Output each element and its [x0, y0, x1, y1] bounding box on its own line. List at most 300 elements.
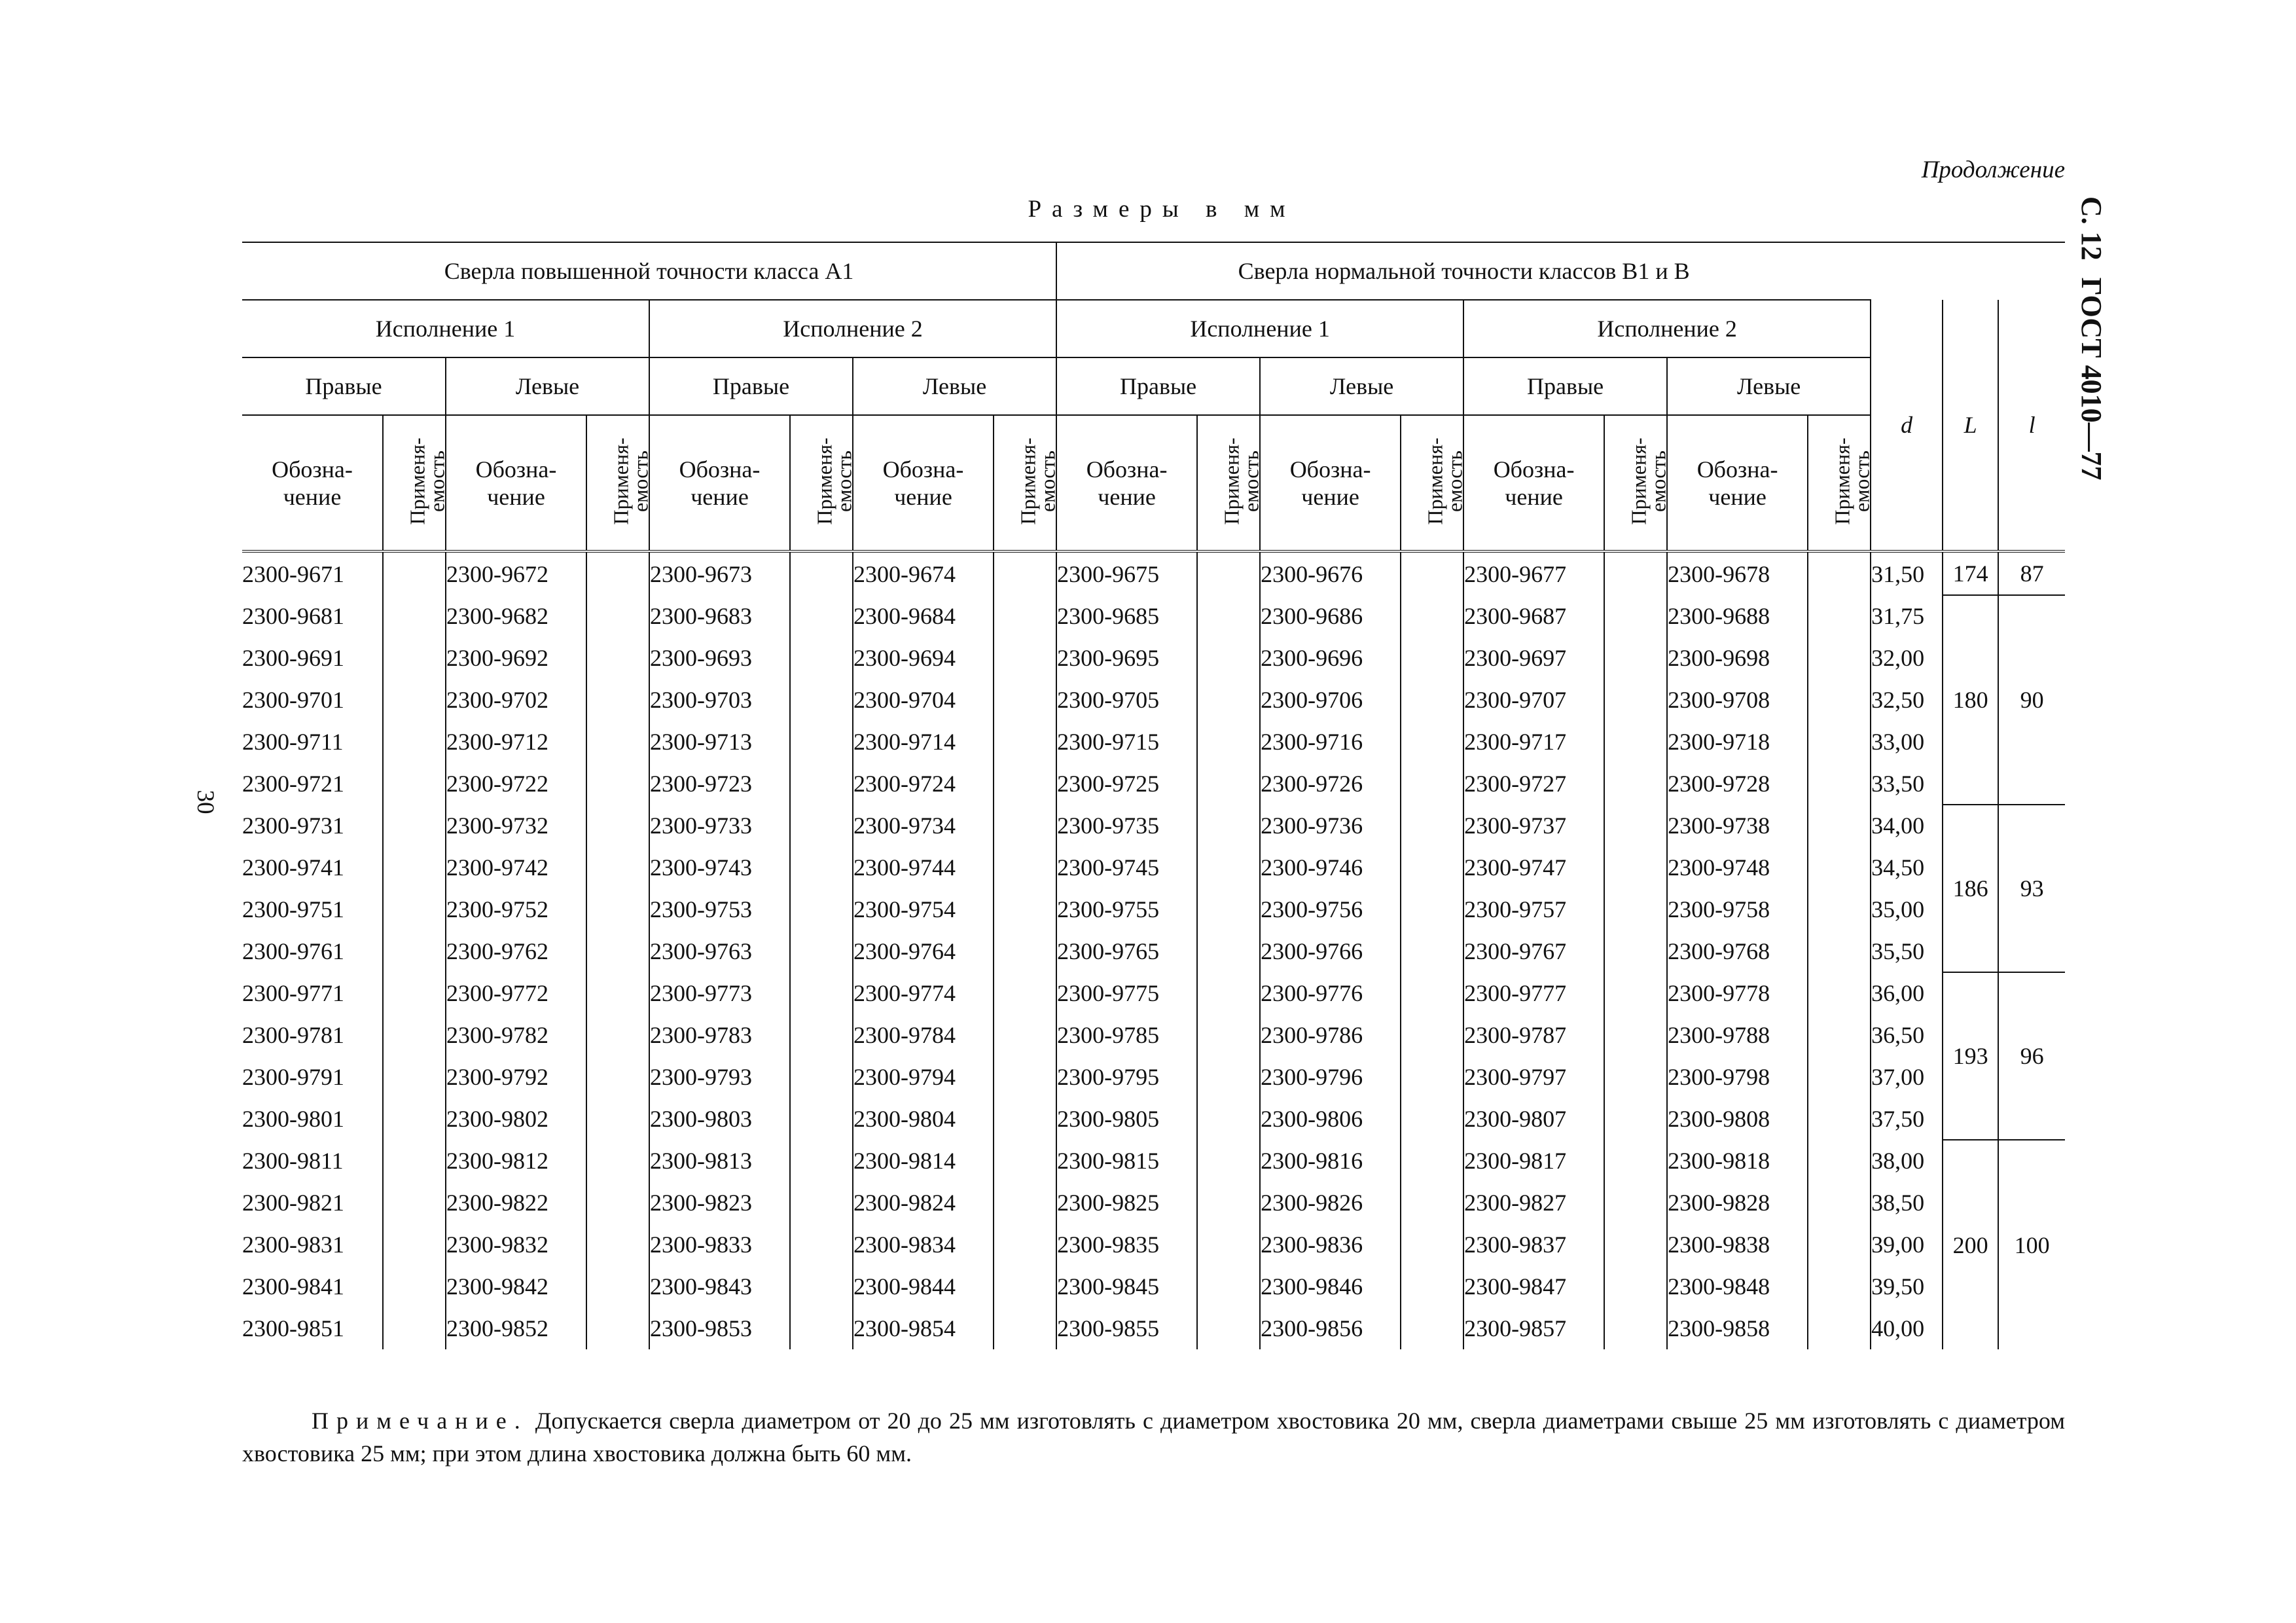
designation-cell: 2300-9848 [1667, 1266, 1808, 1307]
length-l-cell: 90 [1998, 595, 2065, 805]
applicability-cell [1604, 1140, 1667, 1182]
table-row [242, 1307, 2065, 1349]
applicability-cell [1604, 595, 1667, 637]
table-row [242, 721, 2065, 763]
designation-cell: 2300-9807 [1463, 1098, 1604, 1140]
diameter-cell: 31,50 [1871, 551, 1943, 595]
running-header [2068, 196, 2114, 481]
designation-cell: 2300-9805 [1056, 1098, 1197, 1140]
applicability-line2: емость [1850, 450, 1874, 513]
designation-cell: 2300-9826 [1260, 1182, 1401, 1224]
applicability-cell [1401, 930, 1463, 972]
designation-cell: 2300-9852 [446, 1307, 586, 1349]
applicability-cell [1808, 1182, 1871, 1224]
designation-cell: 2300-9763 [649, 930, 790, 972]
diameter-cell: 35,50 [1871, 930, 1943, 972]
designation-cell: 2300-9833 [649, 1224, 790, 1266]
applicability-cell [994, 551, 1056, 595]
designation-cell: 2300-9677 [1463, 551, 1604, 595]
applicability-cell [1401, 805, 1463, 847]
applicability-cell [1604, 1056, 1667, 1098]
applicability-cell [1808, 1224, 1871, 1266]
applicability-cell [1401, 1182, 1463, 1224]
applicability-cell [790, 1098, 853, 1140]
applicability-cell [994, 972, 1056, 1014]
applicability-label [812, 437, 856, 525]
header-a-exec2: Исполнение 2 [649, 300, 1056, 357]
applicability-cell [1197, 551, 1260, 595]
designation-cell: 2300-9713 [649, 721, 790, 763]
applicability-cell [1604, 637, 1667, 679]
table-row [242, 1224, 2065, 1266]
designation-cell: 2300-9754 [853, 888, 994, 930]
diameter-cell: 31,75 [1871, 595, 1943, 637]
note-text: Допускается сверла диаметром от 20 до 25 мм изготовлять с диаметром хвостовика 20 мм, сверла диаметрами свыше 25 мм изготовлять с диаметром хвостовика 25 мм; при этом длина хвостовика должна быть 60 мм. [242, 1408, 2065, 1467]
applicability-cell [790, 1224, 853, 1266]
designation-cell: 2300-9794 [853, 1056, 994, 1098]
applicability-cell [383, 1266, 446, 1307]
designation-cell: 2300-9854 [853, 1307, 994, 1349]
applicability-cell [790, 972, 853, 1014]
designation-cell: 2300-9691 [242, 645, 344, 671]
applicability-cell [994, 763, 1056, 805]
designation-line2: чение [1301, 483, 1359, 510]
designation-cell: 2300-9747 [1463, 847, 1604, 888]
applicability-cell [586, 1056, 649, 1098]
applicability-line1: Применя- [812, 437, 836, 525]
applicability-cell [1808, 805, 1871, 847]
designation-cell: 2300-9816 [1260, 1140, 1401, 1182]
applicability-cell [383, 637, 446, 679]
designation-line1: Обозна- [272, 456, 353, 483]
note-label: Примечание. [312, 1408, 528, 1434]
designation-cell: 2300-9784 [853, 1014, 994, 1056]
applicability-cell [586, 763, 649, 805]
applicability-cell [1604, 721, 1667, 763]
applicability-cell [1197, 1266, 1260, 1307]
header-designation [649, 415, 790, 551]
designation-cell: 2300-9707 [1463, 679, 1604, 721]
table-row [242, 1056, 2065, 1098]
applicability-cell [994, 1056, 1056, 1098]
applicability-cell [586, 1224, 649, 1266]
applicability-cell [1808, 763, 1871, 805]
table-row [242, 1266, 2065, 1307]
designation-cell: 2300-9687 [1463, 595, 1604, 637]
applicability-cell [1808, 721, 1871, 763]
header-right: Правые [242, 357, 446, 415]
header-left: Левые [853, 357, 1056, 415]
table-row [242, 595, 2065, 637]
applicability-line2: емость [1443, 450, 1467, 513]
applicability-cell [1401, 551, 1463, 595]
header-designation [446, 415, 586, 551]
diameter-cell: 39,00 [1871, 1224, 1943, 1266]
designation-cell: 2300-9787 [1463, 1014, 1604, 1056]
applicability-cell [994, 1140, 1056, 1182]
designation-cell: 2300-9767 [1463, 930, 1604, 972]
applicability-label [1219, 437, 1263, 525]
length-L-cell: 186 [1943, 805, 1998, 972]
header-designation [242, 415, 383, 551]
designation-cell: 2300-9755 [1056, 888, 1197, 930]
applicability-cell [1808, 1307, 1871, 1349]
designation-cell: 2300-9847 [1463, 1266, 1604, 1307]
header-designation [1260, 415, 1401, 551]
designation-cell: 2300-9695 [1056, 637, 1197, 679]
designation-cell: 2300-9686 [1260, 595, 1401, 637]
designation-cell: 2300-9776 [1260, 972, 1401, 1014]
designation-cell: 2300-9792 [446, 1056, 586, 1098]
designation-cell: 2300-9716 [1260, 721, 1401, 763]
designation-cell: 2300-9722 [446, 763, 586, 805]
designation-cell: 2300-9817 [1463, 1140, 1604, 1182]
header-a-exec1: Исполнение 1 [242, 300, 649, 357]
applicability-cell [1197, 930, 1260, 972]
applicability-label [1830, 437, 1874, 525]
designation-line2: чение [1708, 483, 1767, 510]
applicability-cell [1808, 551, 1871, 595]
designation-cell: 2300-9797 [1463, 1056, 1604, 1098]
designation-cell: 2300-9806 [1260, 1098, 1401, 1140]
applicability-cell [383, 847, 446, 888]
diameter-cell: 38,50 [1871, 1182, 1943, 1224]
diameter-cell: 33,00 [1871, 721, 1943, 763]
designation-cell: 2300-9815 [1056, 1140, 1197, 1182]
applicability-cell [586, 847, 649, 888]
applicability-cell [1197, 805, 1260, 847]
applicability-cell [1197, 888, 1260, 930]
designation-line2: чение [691, 483, 749, 510]
designation-cell: 2300-9856 [1260, 1307, 1401, 1349]
designation-cell: 2300-9824 [853, 1182, 994, 1224]
applicability-cell [790, 1014, 853, 1056]
designation-cell: 2300-9777 [1463, 972, 1604, 1014]
designation-cell: 2300-9745 [1056, 847, 1197, 888]
designation-cell: 2300-9673 [649, 551, 790, 595]
designation-cell: 2300-9733 [649, 805, 790, 847]
applicability-line2: емость [1239, 450, 1263, 513]
designation-cell: 2300-9683 [649, 595, 790, 637]
applicability-cell [586, 551, 649, 595]
applicability-cell [1808, 1140, 1871, 1182]
designation-cell: 2300-9786 [1260, 1014, 1401, 1056]
designation-cell: 2300-9756 [1260, 888, 1401, 930]
designation-cell: 2300-9675 [1056, 551, 1197, 595]
applicability-cell [383, 805, 446, 847]
applicability-cell [383, 1098, 446, 1140]
length-L-cell: 200 [1943, 1140, 1998, 1349]
applicability-cell [1401, 1224, 1463, 1266]
applicability-cell [383, 721, 446, 763]
designation-cell: 2300-9855 [1056, 1307, 1197, 1349]
length-l-cell: 96 [1998, 972, 2065, 1140]
applicability-cell [586, 1182, 649, 1224]
table-row [242, 1140, 2065, 1182]
designation-cell: 2300-9842 [446, 1266, 586, 1307]
designation-cell: 2300-9762 [446, 930, 586, 972]
applicability-cell [586, 595, 649, 637]
length-l-cell: 100 [1998, 1140, 2065, 1349]
designation-cell: 2300-9858 [1667, 1307, 1808, 1349]
designation-cell: 2300-9684 [853, 595, 994, 637]
designation-cell: 2300-9796 [1260, 1056, 1401, 1098]
designation-cell: 2300-9818 [1667, 1140, 1808, 1182]
header-applicability [1604, 415, 1670, 551]
applicability-cell [790, 763, 853, 805]
applicability-cell [1808, 1098, 1871, 1140]
applicability-cell [790, 1307, 853, 1349]
designation-cell: 2300-9832 [446, 1224, 586, 1266]
designation-cell: 2300-9718 [1667, 721, 1808, 763]
running-header-standard: ГОСТ 4010—77 [2075, 277, 2108, 481]
length-L-cell: 193 [1943, 972, 1998, 1140]
applicability-cell [1808, 595, 1871, 637]
designation-cell: 2300-9706 [1260, 679, 1401, 721]
designation-cell: 2300-9726 [1260, 763, 1401, 805]
designation-cell: 2300-9717 [1463, 721, 1604, 763]
designation-cell: 2300-9772 [446, 972, 586, 1014]
applicability-cell [1808, 888, 1871, 930]
designation-cell: 2300-9825 [1056, 1182, 1197, 1224]
table-note [242, 1404, 2065, 1470]
designation-cell: 2300-9846 [1260, 1266, 1401, 1307]
running-header-page: С. 12 [2075, 196, 2108, 261]
designation-line1: Обозна- [882, 456, 964, 483]
applicability-cell [1808, 1266, 1871, 1307]
diameter-cell: 36,50 [1871, 1014, 1943, 1056]
table-row [242, 1182, 2065, 1224]
designation-cell: 2300-9688 [1667, 595, 1808, 637]
applicability-line1: Применя- [405, 437, 429, 525]
designation-cell: 2300-9704 [853, 679, 994, 721]
applicability-cell [1197, 1140, 1260, 1182]
applicability-cell [1197, 1014, 1260, 1056]
designation-cell: 2300-9712 [446, 721, 586, 763]
applicability-cell [1808, 972, 1871, 1014]
designation-cell: 2300-9793 [649, 1056, 790, 1098]
header-applicability [383, 415, 449, 551]
designation-cell: 2300-9708 [1667, 679, 1808, 721]
designation-cell: 2300-9836 [1260, 1224, 1401, 1266]
applicability-cell [994, 595, 1056, 637]
designation-cell: 2300-9734 [853, 805, 994, 847]
table-row [242, 551, 2065, 595]
designation-cell: 2300-9731 [242, 812, 344, 839]
applicability-cell [586, 972, 649, 1014]
diameter-cell: 34,50 [1871, 847, 1943, 888]
applicability-cell [1197, 1224, 1260, 1266]
applicability-cell [1401, 1098, 1463, 1140]
applicability-cell [1401, 1056, 1463, 1098]
applicability-cell [586, 1266, 649, 1307]
applicability-cell [383, 763, 446, 805]
length-L-cell: 174 [1943, 551, 1998, 595]
designation-cell: 2300-9715 [1056, 721, 1197, 763]
applicability-cell [1197, 721, 1260, 763]
applicability-cell [790, 930, 853, 972]
header-designation [1667, 415, 1808, 551]
applicability-cell [586, 1014, 649, 1056]
applicability-cell [1401, 847, 1463, 888]
applicability-cell [1401, 1266, 1463, 1307]
applicability-line2: емость [1035, 450, 1060, 513]
applicability-cell [1401, 1014, 1463, 1056]
table-row [242, 679, 2065, 721]
header-left: Левые [1260, 357, 1463, 415]
designation-cell: 2300-9711 [242, 729, 344, 755]
applicability-cell [1604, 1307, 1667, 1349]
designation-cell: 2300-9685 [1056, 595, 1197, 637]
designation-cell: 2300-9698 [1667, 637, 1808, 679]
applicability-label [1018, 437, 1058, 524]
designation-cell: 2300-9738 [1667, 805, 1808, 847]
header-b-exec2: Исполнение 2 [1463, 300, 1871, 357]
applicability-cell [1604, 1098, 1667, 1140]
applicability-cell [994, 1182, 1056, 1224]
designation-cell: 2300-9841 [242, 1273, 344, 1300]
designation-line2: чение [894, 483, 952, 510]
diameter-cell: 32,00 [1871, 637, 1943, 679]
applicability-label [1423, 437, 1467, 525]
table-row [242, 972, 2065, 1014]
designation-cell: 2300-9732 [446, 805, 586, 847]
applicability-cell [1808, 1014, 1871, 1056]
header-dim-spacer [1871, 242, 2065, 300]
applicability-cell [994, 1266, 1056, 1307]
designation-cell: 2300-9845 [1056, 1266, 1197, 1307]
applicability-cell [1197, 1098, 1260, 1140]
applicability-cell [994, 679, 1056, 721]
designation-cell: 2300-9773 [649, 972, 790, 1014]
applicability-line2: емость [628, 450, 653, 513]
designation-cell: 2300-9705 [1056, 679, 1197, 721]
designation-cell: 2300-9828 [1667, 1182, 1808, 1224]
designation-cell: 2300-9802 [446, 1098, 586, 1140]
applicability-line2: емость [832, 450, 856, 513]
applicability-cell [1604, 805, 1667, 847]
designation-cell: 2300-9714 [853, 721, 994, 763]
applicability-cell [994, 1224, 1056, 1266]
header-right: Правые [1056, 357, 1260, 415]
diameter-cell: 37,00 [1871, 1056, 1943, 1098]
applicability-line2: емость [425, 450, 449, 513]
applicability-cell [1401, 721, 1463, 763]
designation-cell: 2300-9744 [853, 847, 994, 888]
applicability-cell [383, 1307, 446, 1349]
applicability-cell [1604, 1014, 1667, 1056]
applicability-cell [1401, 679, 1463, 721]
designation-cell: 2300-9702 [446, 679, 586, 721]
designation-cell: 2300-9785 [1056, 1014, 1197, 1056]
applicability-cell [994, 805, 1056, 847]
designation-cell: 2300-9811 [242, 1148, 344, 1174]
table-row [242, 637, 2065, 679]
applicability-cell [1604, 1224, 1667, 1266]
diameter-cell: 37,50 [1871, 1098, 1943, 1140]
applicability-cell [790, 888, 853, 930]
applicability-cell [1401, 972, 1463, 1014]
designation-cell: 2300-9837 [1463, 1224, 1604, 1266]
designation-cell: 2300-9851 [242, 1315, 344, 1341]
applicability-cell [790, 551, 853, 595]
designation-cell: 2300-9804 [853, 1098, 994, 1140]
applicability-cell [383, 551, 446, 595]
diameter-cell: 39,50 [1871, 1266, 1943, 1307]
designation-cell: 2300-9742 [446, 847, 586, 888]
designation-cell: 2300-9727 [1463, 763, 1604, 805]
applicability-cell [586, 888, 649, 930]
applicability-cell [1808, 847, 1871, 888]
applicability-cell [1197, 679, 1260, 721]
designation-cell: 2300-9813 [649, 1140, 790, 1182]
header-designation [853, 415, 994, 551]
designation-cell: 2300-9701 [242, 687, 344, 713]
applicability-cell [1604, 551, 1667, 595]
applicability-cell [1401, 888, 1463, 930]
table-row [242, 805, 2065, 847]
header-applicability [1401, 415, 1467, 551]
applicability-cell [994, 1098, 1056, 1140]
applicability-label [1626, 437, 1670, 525]
designation-cell: 2300-9821 [242, 1190, 344, 1216]
designation-cell: 2300-9775 [1056, 972, 1197, 1014]
header-class-b1-b: Сверла нормальной точности классов В1 и В [1056, 242, 1871, 300]
designation-cell: 2300-9768 [1667, 930, 1808, 972]
designation-line1: Обозна- [475, 456, 557, 483]
applicability-cell [1401, 637, 1463, 679]
designation-cell: 2300-9746 [1260, 847, 1401, 888]
designation-cell: 2300-9751 [242, 896, 344, 922]
applicability-cell [790, 1140, 853, 1182]
applicability-cell [586, 1098, 649, 1140]
applicability-cell [383, 1056, 446, 1098]
designation-cell: 2300-9693 [649, 637, 790, 679]
designation-line2: чение [1505, 483, 1563, 510]
applicability-line1: Применя- [1219, 437, 1244, 525]
header-designation [1463, 415, 1604, 551]
applicability-cell [383, 1140, 446, 1182]
designation-cell: 2300-9857 [1463, 1307, 1604, 1349]
header-b-exec1: Исполнение 1 [1056, 300, 1463, 357]
applicability-cell [1401, 1307, 1463, 1349]
diameter-cell: 32,50 [1871, 679, 1943, 721]
applicability-cell [994, 847, 1056, 888]
applicability-cell [790, 637, 853, 679]
designation-cell: 2300-9834 [853, 1224, 994, 1266]
header-designation [1056, 415, 1197, 551]
designation-cell: 2300-9791 [242, 1064, 344, 1090]
designation-line2: чение [283, 483, 342, 510]
header-L: L [1943, 300, 1998, 551]
applicability-line1: Применя- [1016, 437, 1040, 525]
designation-cell: 2300-9697 [1463, 637, 1604, 679]
designation-cell: 2300-9823 [649, 1182, 790, 1224]
designation-cell: 2300-9761 [242, 938, 344, 964]
designation-cell: 2300-9753 [649, 888, 790, 930]
applicability-cell [1401, 595, 1463, 637]
applicability-cell [586, 679, 649, 721]
applicability-cell [790, 679, 853, 721]
applicability-line1: Применя- [1830, 437, 1854, 525]
applicability-cell [1401, 763, 1463, 805]
applicability-cell [1604, 679, 1667, 721]
designation-cell: 2300-9783 [649, 1014, 790, 1056]
table-row [242, 1014, 2065, 1056]
designation-cell: 2300-9782 [446, 1014, 586, 1056]
drill-designation-table [242, 242, 2065, 1349]
applicability-cell [1197, 595, 1260, 637]
